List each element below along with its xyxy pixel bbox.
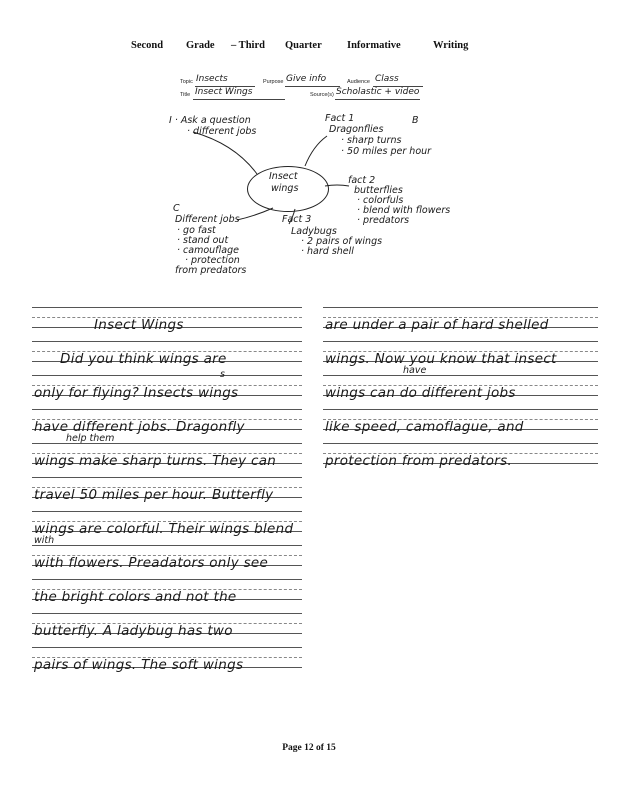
audience-label: Audience xyxy=(347,79,370,85)
header-word: – Third xyxy=(231,40,265,51)
essay-line-text: travel 50 miles per hour. Butterfly xyxy=(34,487,274,503)
title-label: Title xyxy=(180,92,191,98)
fact3-line: · 2 pairs of wings xyxy=(301,236,383,247)
intro-line: · different jobs xyxy=(187,126,257,137)
insert-with: with xyxy=(34,535,55,546)
essay-line-text: butterfly. A ladybug has two xyxy=(34,623,233,639)
essay-line xyxy=(32,433,302,473)
conclusion-line: C xyxy=(173,203,180,214)
fact2-line: · predators xyxy=(357,215,410,226)
sources-value: Scholastic + video xyxy=(336,87,420,97)
insert-help-them: help them xyxy=(66,433,115,444)
essay-line xyxy=(32,575,302,609)
conclusion-line: · go fast xyxy=(177,225,216,236)
essay-title: Insect Wings xyxy=(94,317,184,333)
essay-line-text: Did you think wings are xyxy=(60,351,227,367)
essay-line xyxy=(32,303,302,337)
fact1-line: · sharp turns xyxy=(341,135,402,146)
essay-column-left xyxy=(32,303,302,677)
essay-line xyxy=(32,337,302,371)
purpose-value: Give info xyxy=(286,74,327,84)
title-value: Insect Wings xyxy=(195,87,253,97)
conclusion-line: · protection xyxy=(185,255,240,266)
essay-column-right xyxy=(323,303,598,473)
header-word: Grade xyxy=(186,40,215,51)
essay-line-text: with flowers. Preadators only see xyxy=(34,555,269,571)
header-word: Second xyxy=(131,40,164,51)
center-word: wings xyxy=(271,183,299,194)
essay-line xyxy=(32,371,302,405)
purpose-label: Purpose xyxy=(263,79,284,85)
header-word: Informative xyxy=(347,40,401,51)
essay-line-text: wings can do different jobs xyxy=(325,385,516,401)
fact2-line: butterflies xyxy=(354,185,403,196)
essay-line xyxy=(323,405,598,439)
fact1-line: Fact 1 xyxy=(325,113,355,124)
sources-label: Source(s) xyxy=(310,92,334,98)
essay-line-text: are under a pair of hard shelled xyxy=(325,317,549,333)
fact2-line: · colorfuls xyxy=(357,195,404,206)
essay-line xyxy=(323,439,598,473)
essay-line-text: wings make sharp turns. They can xyxy=(34,453,277,469)
insert-s: s xyxy=(220,369,225,380)
essay-line-text: pairs of wings. The soft wings xyxy=(34,657,244,673)
essay-line-text: the bright colors and not the xyxy=(34,589,237,605)
essay-line xyxy=(32,535,302,575)
essay-line xyxy=(32,609,302,643)
document-header xyxy=(0,40,618,56)
insert-have: have xyxy=(403,365,427,376)
essay-line xyxy=(32,473,302,507)
topic-value: Insects xyxy=(196,74,228,84)
conclusion-line: · camouflage xyxy=(177,245,240,256)
prewriting-planner xyxy=(165,74,455,284)
essay-line-text: wings are colorful. Their wings blend xyxy=(34,521,294,537)
conclusion-line: Different jobs xyxy=(175,214,240,225)
fact1-line: · 50 miles per hour xyxy=(341,146,432,157)
fact2-line: · blend with flowers xyxy=(357,205,451,216)
conclusion-line: · stand out xyxy=(177,235,229,246)
topic-label: Topic xyxy=(180,79,193,85)
fact3-line: Fact 3 xyxy=(282,214,312,225)
center-word: Insect xyxy=(269,171,298,182)
essay-line xyxy=(32,643,302,677)
intro-line: I · Ask a question xyxy=(169,115,251,126)
fact1-line: Dragonflies xyxy=(329,124,384,135)
fact1-letter: B xyxy=(412,115,419,126)
essay-line-text: like speed, camoflague, and xyxy=(325,419,524,435)
header-word: Writing xyxy=(433,40,469,51)
essay-line-text: have different jobs. Dragonfly xyxy=(34,419,245,435)
page-number: Page 12 of 15 xyxy=(282,743,336,753)
essay-line xyxy=(323,303,598,337)
audience-value: Class xyxy=(375,74,399,84)
fact2-line: fact 2 xyxy=(348,175,376,186)
fact3-line: · hard shell xyxy=(301,246,354,257)
conclusion-line: from predators xyxy=(175,265,247,276)
header-word: Quarter xyxy=(285,40,322,51)
essay-line-text: protection from predators. xyxy=(325,453,513,469)
essay-line xyxy=(323,365,598,405)
essay-line-text: only for flying? Insects wings xyxy=(34,385,239,401)
essay-line xyxy=(32,507,302,541)
essay-line xyxy=(323,337,598,371)
essay-line-text: wings. Now you know that insect xyxy=(325,351,557,367)
fact3-line: Ladybugs xyxy=(291,226,337,237)
